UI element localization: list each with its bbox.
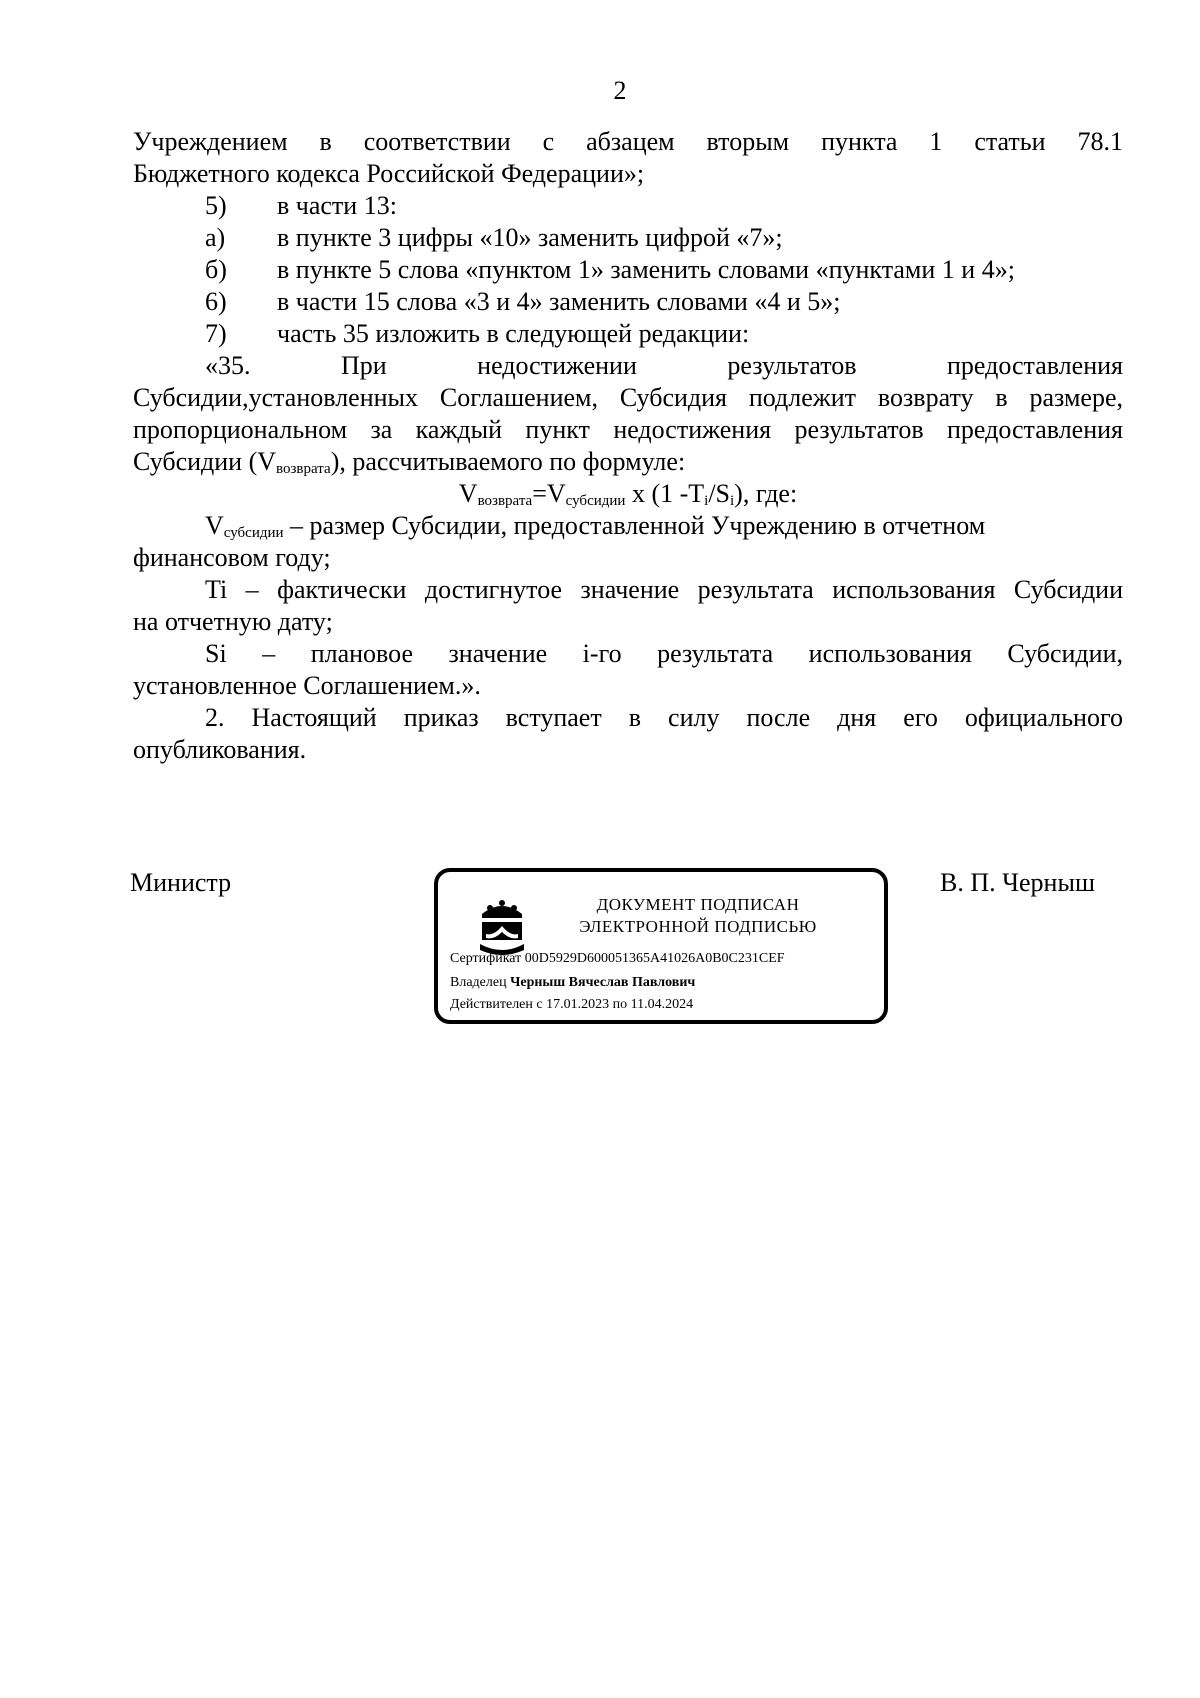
text-fragment: /S [708,479,730,508]
subscript: i [704,493,709,509]
list-item [133,222,1123,254]
text-fragment: x (1 -T [625,479,705,508]
subscript: субсидии [223,525,284,541]
list-item-text: в пункте 5 слова «пунктом 1» заменить словами «пунктами 1 и 4»; [277,255,1015,284]
stamp-heading-line: ЭЛЕКТРОННОЙ ПОДПИСЬЮ [579,917,817,936]
paragraph-line: «35. При недостижении результатов предоставления [205,351,1123,380]
list-item [133,254,1123,286]
list-item-text: в части 15 слова «3 и 4» заменить словами «4 и 5»; [277,287,841,316]
paragraph-line: Бюджетного кодекса Российской Федерации»; [133,159,645,188]
stamp-label: Действителен с [450,997,543,1012]
paragraph-line: Si – плановое значение i-го результата использования Субсидии, [205,639,1123,668]
text-fragment: – размер Субсидии, предоставленной Учреждению в отчетном [283,511,986,540]
stamp-label: Сертификат [450,951,522,966]
list-item-number: 7) [205,319,227,348]
text-fragment: ), рассчитываемого по формуле: [330,447,686,476]
paragraph-line: Субсидии,установленных Соглашением, Субсидия подлежит возврату в размере, [133,383,1123,412]
list-item-number: а) [205,223,226,252]
stamp-label: Владелец [450,975,507,990]
text-fragment: ), где: [734,479,798,508]
paragraph-line: Учреждением в соответствии с абзацем вторым пункта 1 статьи 78.1 [133,127,1123,156]
list-item [133,190,1123,222]
paragraph-line: на отчетную дату; [133,607,333,636]
stamp-owner [450,974,695,992]
text-fragment: =V [532,479,566,508]
signatory-title: Министр [130,868,232,897]
subscript: субсидии [565,493,626,509]
paragraph-line: 2. Настоящий приказ вступает в силу после дня его официального [205,703,1123,732]
stamp-label: по [612,997,628,1012]
stamp-value: 00D5929D600051365A41026A0B0C231CEF [524,951,785,966]
paragraph-line: установленное Соглашением.». [133,671,481,700]
subscript: i [730,493,735,509]
list-item-text: в части 13: [277,191,397,220]
electronic-signature-stamp [434,868,888,1024]
list-item [133,286,1123,318]
text-fragment: V [458,479,478,508]
text-fragment: V [205,511,224,540]
stamp-value: Черныш Вячеслав Павлович [510,975,696,990]
paragraph-line: Ti – фактически достигнутое значение результата использования Субсидии [205,575,1123,604]
list-item-number: 5) [205,191,227,220]
list-item-text: в пункте 3 цифры «10» заменить цифрой «7»; [277,223,783,252]
stamp-value: 11.04.2024 [630,997,694,1012]
formula [133,478,1123,510]
list-item [133,318,1123,350]
page-number: 2 [613,76,627,105]
paragraph-line: пропорциональном за каждый пункт недостижения результатов предоставления [133,415,1123,444]
text-fragment: Субсидии (V [133,447,277,476]
paragraph-line [133,446,1123,478]
stamp-heading [538,894,858,938]
list-item-number: б) [205,255,227,284]
subscript: возврата [276,461,331,477]
paragraph-line [133,510,1123,542]
document-body [133,126,1123,766]
paragraph-line: опубликования. [133,735,307,764]
stamp-certificate [450,950,785,968]
signatory-name: В. П. Черныш [940,868,1095,897]
coat-of-arms-icon [476,896,528,958]
list-item-text: часть 35 изложить в следующей редакции: [277,319,750,348]
paragraph-line: финансовом году; [133,543,331,572]
subscript: возврата [477,493,533,509]
stamp-validity [450,996,693,1014]
stamp-value: 17.01.2023 [546,997,610,1012]
stamp-heading-line: ДОКУМЕНТ ПОДПИСАН [596,895,800,914]
list-item-number: 6) [205,287,227,316]
